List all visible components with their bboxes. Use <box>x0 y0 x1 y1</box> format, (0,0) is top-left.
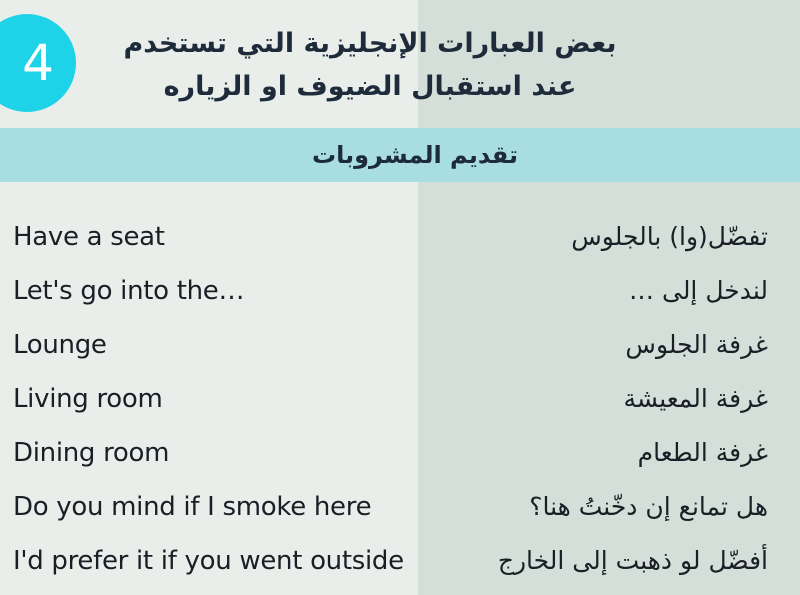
section-heading: تقديم المشروبات <box>311 141 519 169</box>
arabic-phrase: غرفة الجلوس <box>625 330 768 359</box>
arabic-phrase: لندخل إلى … <box>629 276 768 305</box>
english-phrase: I'd prefer it if you went outside <box>13 546 404 576</box>
english-phrase: Have a seat <box>13 222 165 252</box>
english-phrase: Living room <box>13 384 163 414</box>
arabic-phrase: أفضّل لو ذهبت إلى الخارج <box>497 546 768 575</box>
english-phrase: Dining room <box>13 438 170 468</box>
page-title <box>90 22 650 108</box>
english-phrase: Do you mind if I smoke here <box>13 492 372 522</box>
arabic-phrase: غرفة الطعام <box>637 438 768 467</box>
arabic-phrase: هل تمانع إن دخّنتُ هنا؟ <box>529 492 768 521</box>
phrase-row <box>0 318 800 372</box>
phrase-row <box>0 264 800 318</box>
badge-number: 4 <box>22 34 54 92</box>
arabic-phrase: تفضّل(وا) بالجلوس <box>571 222 768 251</box>
title-line-1: بعض العبارات الإنجليزية التي تستخدم <box>123 28 617 59</box>
phrase-row <box>0 534 800 588</box>
phrase-row <box>0 426 800 480</box>
english-phrase: Lounge <box>13 330 107 360</box>
title-line-2: عند استقبال الضيوف او الزياره <box>163 71 577 102</box>
phrase-row <box>0 372 800 426</box>
section-header <box>0 128 800 182</box>
phrase-list <box>0 210 800 588</box>
phrase-row <box>0 480 800 534</box>
arabic-phrase: غرفة المعيشة <box>623 384 768 413</box>
phrase-row <box>0 210 800 264</box>
english-phrase: Let's go into the… <box>13 276 245 306</box>
